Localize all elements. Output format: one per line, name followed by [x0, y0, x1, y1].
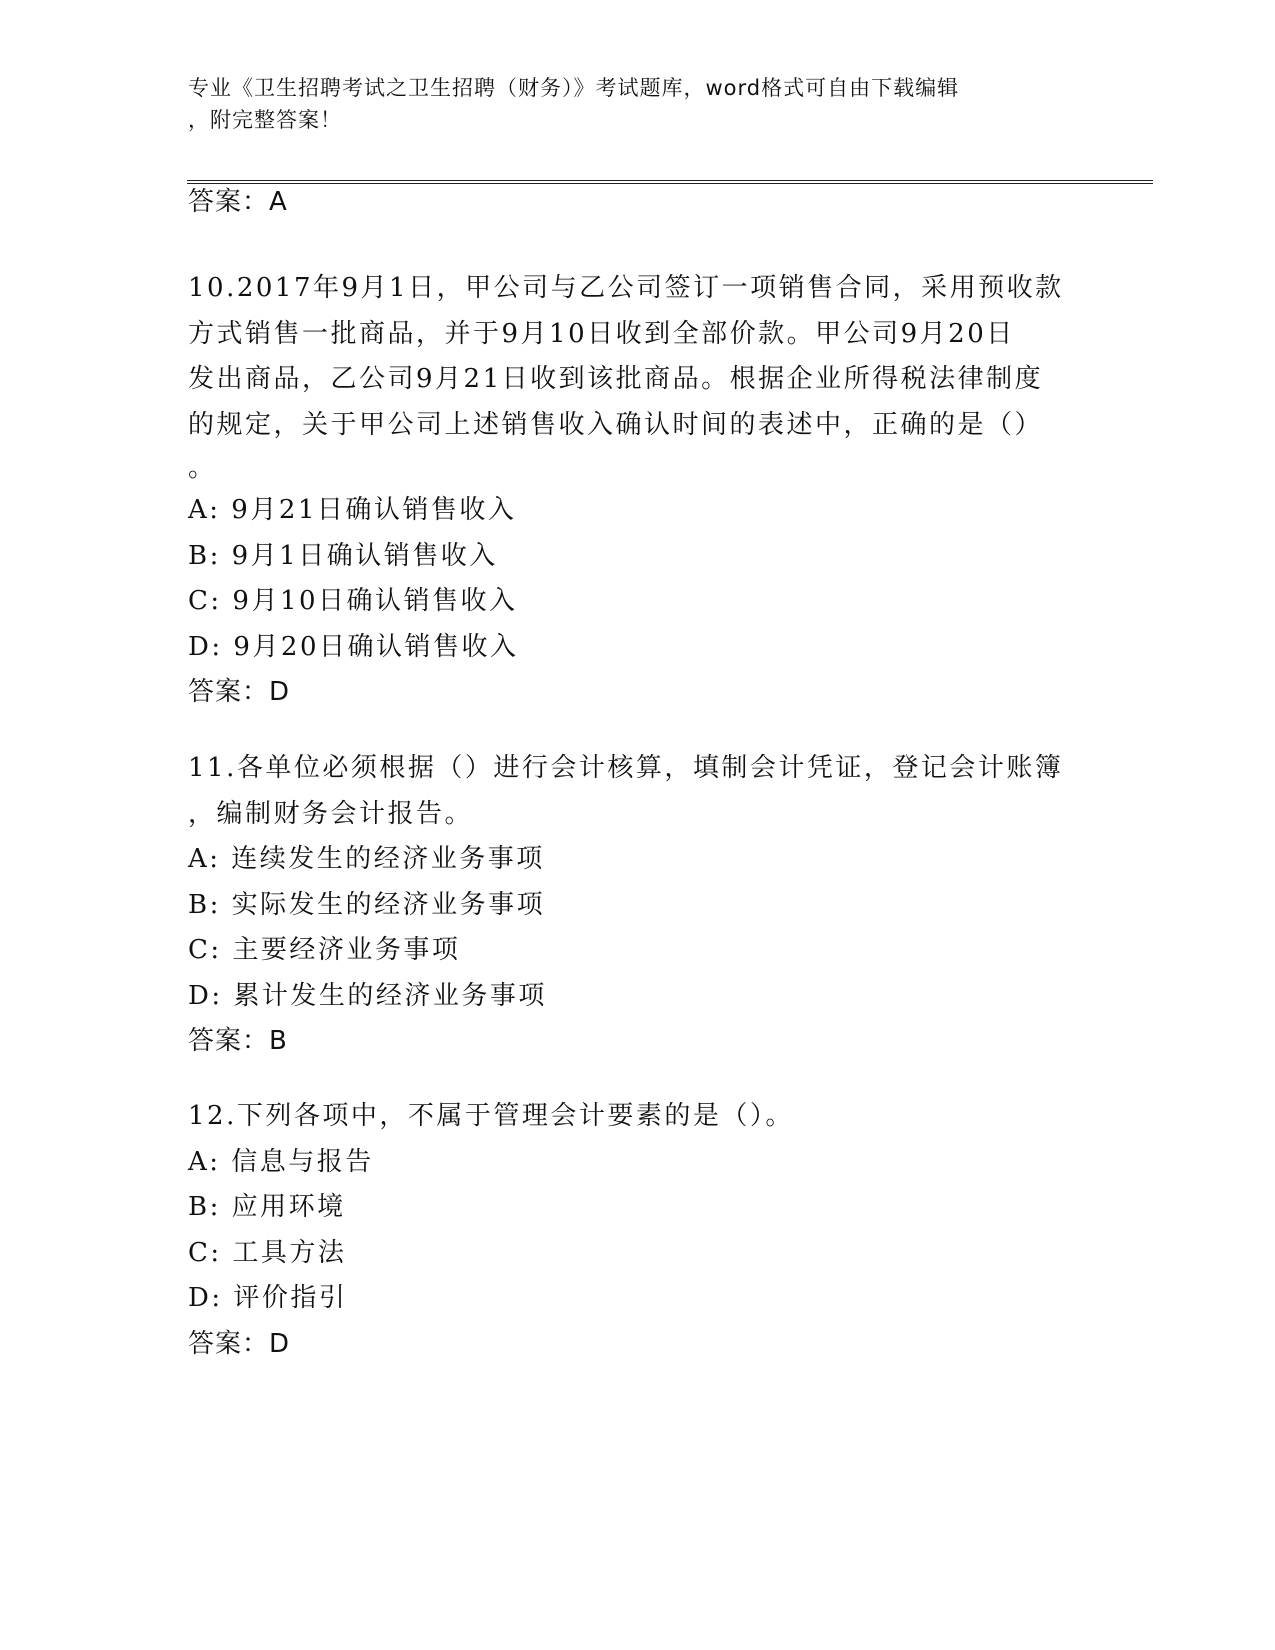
- answer-label: 答案：B: [188, 1026, 288, 1056]
- previous-answer: 答案：A: [188, 187, 288, 217]
- question-stem-line: 10.2017年9月1日，甲公司与乙公司签订一项销售合同，采用预收款: [188, 273, 1064, 303]
- option-a: A: 信息与报告: [188, 1146, 374, 1177]
- header-line-2: ，附完整答案！: [188, 108, 342, 132]
- header-divider: [187, 180, 1153, 184]
- option-d: D: 累计发生的经济业务事项: [188, 980, 547, 1011]
- answer-label: 答案：D: [188, 1328, 291, 1359]
- option-c: C: 主要经济业务事项: [188, 935, 461, 965]
- question-12: [188, 1094, 1088, 1367]
- question-stem-line: ，编制财务会计报告。: [188, 798, 474, 829]
- option-d: D: 评价指引: [188, 1283, 348, 1313]
- option-b: B: 实际发生的经济业务事项: [188, 889, 546, 920]
- option-d: D: 9月20日确认销售收入: [188, 631, 519, 662]
- header-line-1: 专业《卫生招聘考试之卫生招聘（财务）》考试题库，word格式可自由下载编辑: [188, 76, 960, 100]
- question-stem-line: 发出商品，乙公司9月21日收到该批商品。根据企业所得税法律制度: [188, 364, 1044, 394]
- page-header: [188, 72, 1088, 136]
- option-c: C: 9月10日确认销售收入: [188, 586, 518, 616]
- option-b: B: 应用环境: [188, 1192, 346, 1222]
- option-a: A: 9月21日确认销售收入: [188, 495, 517, 525]
- question-10: [188, 266, 1088, 715]
- option-c: C: 工具方法: [188, 1237, 347, 1268]
- option-b: B: 9月1日确认销售收入: [188, 540, 498, 571]
- question-stem-line: 11.各单位必须根据（）进行会计核算，填制会计凭证，登记会计账簿: [188, 753, 1064, 783]
- option-a: A: 连续发生的经济业务事项: [188, 844, 545, 874]
- question-stem-line: 的规定，关于甲公司上述销售收入确认时间的表述中，正确的是（）: [188, 409, 1044, 440]
- question-stem-line: 。: [188, 453, 217, 483]
- question-stem-line: 12.下列各项中，不属于管理会计要素的是（）。: [188, 1101, 794, 1131]
- question-11: [188, 746, 1088, 1064]
- question-stem-line: 方式销售一批商品，并于9月10日收到全部价款。甲公司9月20日: [188, 318, 1015, 349]
- answer-label: 答案：D: [188, 677, 291, 707]
